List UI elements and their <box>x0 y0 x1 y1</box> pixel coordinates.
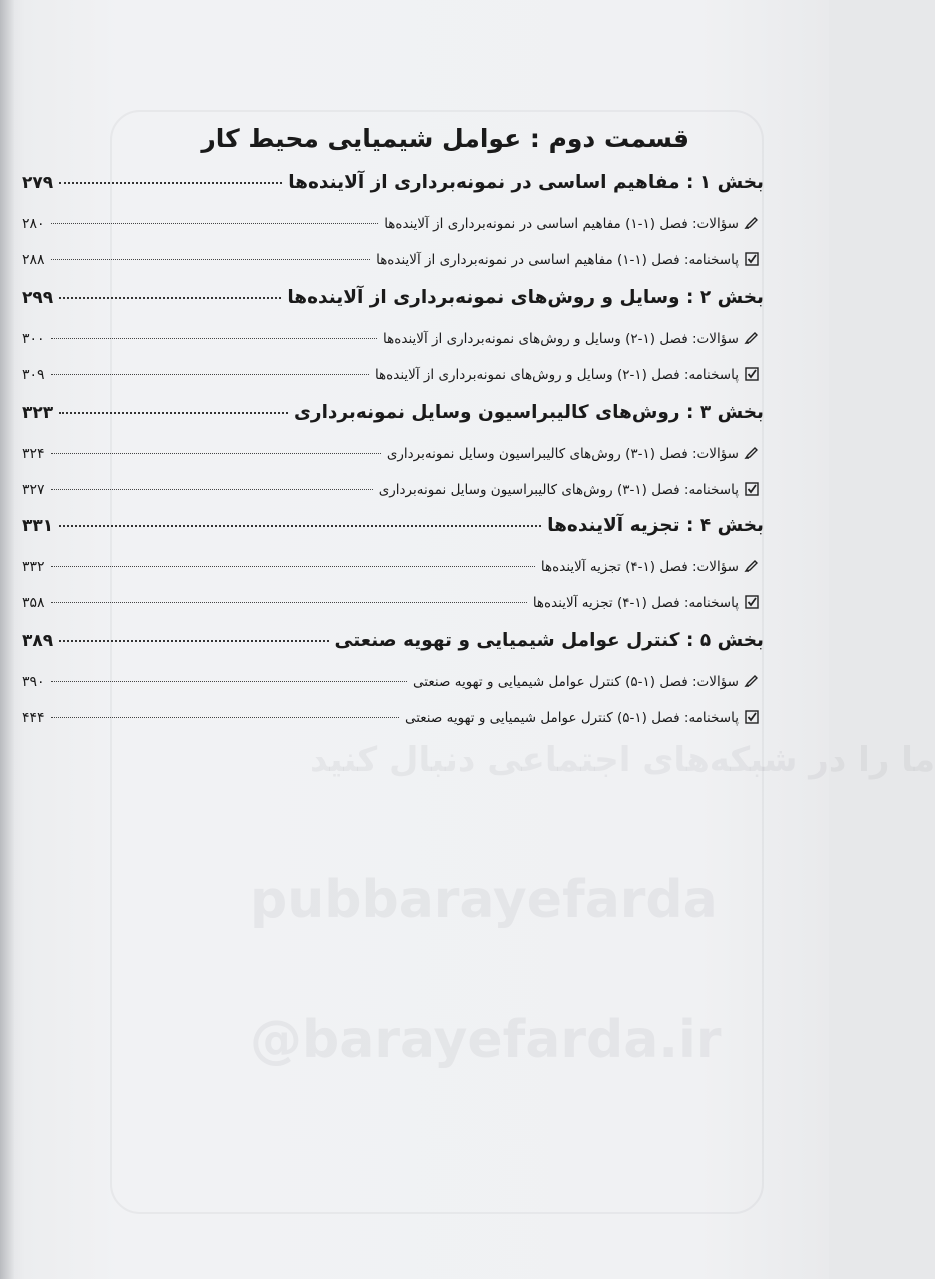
entry-page-number: ۳۲۴ <box>22 446 45 462</box>
checkbox-icon <box>745 482 759 496</box>
checkbox-icon <box>745 710 759 724</box>
entry-text: پاسخنامه: فصل (۱-۴) تجزیه آلاینده‌ها <box>532 595 739 611</box>
dot-leader <box>59 182 282 184</box>
pen-icon <box>745 446 759 460</box>
entry-label <box>541 559 759 575</box>
entry-page-number: ۳۳۲ <box>22 559 45 575</box>
entry-label <box>384 216 759 232</box>
dot-leader <box>59 640 328 642</box>
entry-text: سؤالات: فصل (۱-۲) وسایل و روش‌های نمونه‌برداری از آلاینده‌ها <box>383 331 739 347</box>
toc-questions-row <box>22 216 759 232</box>
entry-page-number: ۳۲۷ <box>22 482 45 498</box>
section-page-number: ۳۲۳ <box>22 403 54 423</box>
entry-text: پاسخنامه: فصل (۱-۵) کنترل عوامل شیمیایی و تهویه صنعتی <box>404 710 739 726</box>
entry-label <box>405 710 759 726</box>
dot-leader <box>51 717 399 718</box>
dot-leader <box>59 525 541 527</box>
toc-answers-row <box>22 252 759 268</box>
section-page-number: ۳۳۱ <box>22 516 54 536</box>
toc-section-row <box>22 515 764 536</box>
dot-leader <box>51 453 381 454</box>
watermark-handle: @barayefarda.ir <box>250 1010 722 1070</box>
entry-page-number: ۳۵۸ <box>22 595 45 611</box>
entry-text: سؤالات: فصل (۱-۵) کنترل عوامل شیمیایی و تهویه صنعتی <box>413 674 739 690</box>
toc-questions-row <box>22 559 759 575</box>
entry-label <box>379 482 759 498</box>
dot-leader <box>59 297 281 299</box>
dot-leader <box>51 338 377 339</box>
toc-answers-row <box>22 595 759 611</box>
toc-answers-row <box>22 710 759 726</box>
pen-icon <box>745 559 759 573</box>
entry-text: سؤالات: فصل (۱-۳) روش‌های کالیبراسیون وسایل نمونه‌برداری <box>386 446 739 462</box>
entry-label <box>376 252 759 268</box>
entry-label <box>383 331 759 347</box>
entry-page-number: ۲۸۸ <box>22 252 45 268</box>
entry-label <box>387 446 759 462</box>
entry-page-number: ۴۴۴ <box>22 710 45 726</box>
dot-leader <box>51 374 369 375</box>
entry-label <box>375 367 759 383</box>
watermark-social: ما را در شبکه‌های اجتماعی دنبال کنید <box>310 740 935 780</box>
toc-section-row <box>22 172 764 193</box>
toc-questions-row <box>22 446 759 462</box>
watermark-pub: pubbarayefarda <box>250 870 718 930</box>
toc-section-row <box>22 630 764 651</box>
entry-text: سؤالات: فصل (۱-۴) تجزیه آلاینده‌ها <box>540 559 739 575</box>
entry-text: پاسخنامه: فصل (۱-۱) مفاهیم اساسی در نمونه‌برداری از آلاینده‌ها <box>376 252 739 268</box>
dot-leader <box>51 566 535 567</box>
entry-label <box>413 674 759 690</box>
section-title: بخش ۳ : روش‌های کالیبراسیون وسایل نمونه‌برداری <box>293 402 764 423</box>
entry-page-number: ۳۹۰ <box>22 674 45 690</box>
pen-icon <box>745 331 759 345</box>
dot-leader <box>51 489 373 490</box>
pen-icon <box>745 674 759 688</box>
checkbox-icon <box>745 252 759 266</box>
checkbox-icon <box>745 367 759 381</box>
dot-leader <box>59 412 288 414</box>
toc-answers-row <box>22 367 759 383</box>
section-title: بخش ۵ : کنترل عوامل شیمیایی و تهویه صنعتی <box>334 630 764 651</box>
toc-section-row <box>22 402 764 423</box>
dot-leader <box>51 223 379 224</box>
checkbox-icon <box>745 595 759 609</box>
section-page-number: ۲۷۹ <box>22 173 54 193</box>
section-title: بخش ۲ : وسایل و روش‌های نمونه‌برداری از آلاینده‌ها <box>287 287 764 308</box>
entry-label <box>533 595 759 611</box>
entry-page-number: ۳۰۹ <box>22 367 45 383</box>
toc-answers-row <box>22 482 759 498</box>
section-title: بخش ۱ : مفاهیم اساسی در نمونه‌برداری از آلاینده‌ها <box>288 172 764 193</box>
entry-text: پاسخنامه: فصل (۱-۳) روش‌های کالیبراسیون وسایل نمونه‌برداری <box>378 482 739 498</box>
section-page-number: ۲۹۹ <box>22 288 54 308</box>
entry-text: سؤالات: فصل (۱-۱) مفاهیم اساسی در نمونه‌برداری از آلاینده‌ها <box>384 216 739 232</box>
section-title: بخش ۴ : تجزیه آلاینده‌ها <box>547 515 764 536</box>
dot-leader <box>51 259 371 260</box>
dot-leader <box>51 602 527 603</box>
section-page-number: ۳۸۹ <box>22 631 54 651</box>
chapter-title: قسمت دوم : عوامل شیمیایی محیط کار <box>201 124 689 153</box>
pen-icon <box>745 216 759 230</box>
toc-questions-row <box>22 331 759 347</box>
entry-page-number: ۲۸۰ <box>22 216 45 232</box>
entry-text: پاسخنامه: فصل (۱-۲) وسایل و روش‌های نمونه‌برداری از آلاینده‌ها <box>374 367 739 383</box>
entry-page-number: ۳۰۰ <box>22 331 45 347</box>
dot-leader <box>51 681 407 682</box>
toc-section-row <box>22 287 764 308</box>
spine-shadow <box>0 0 14 1279</box>
toc-questions-row <box>22 674 759 690</box>
